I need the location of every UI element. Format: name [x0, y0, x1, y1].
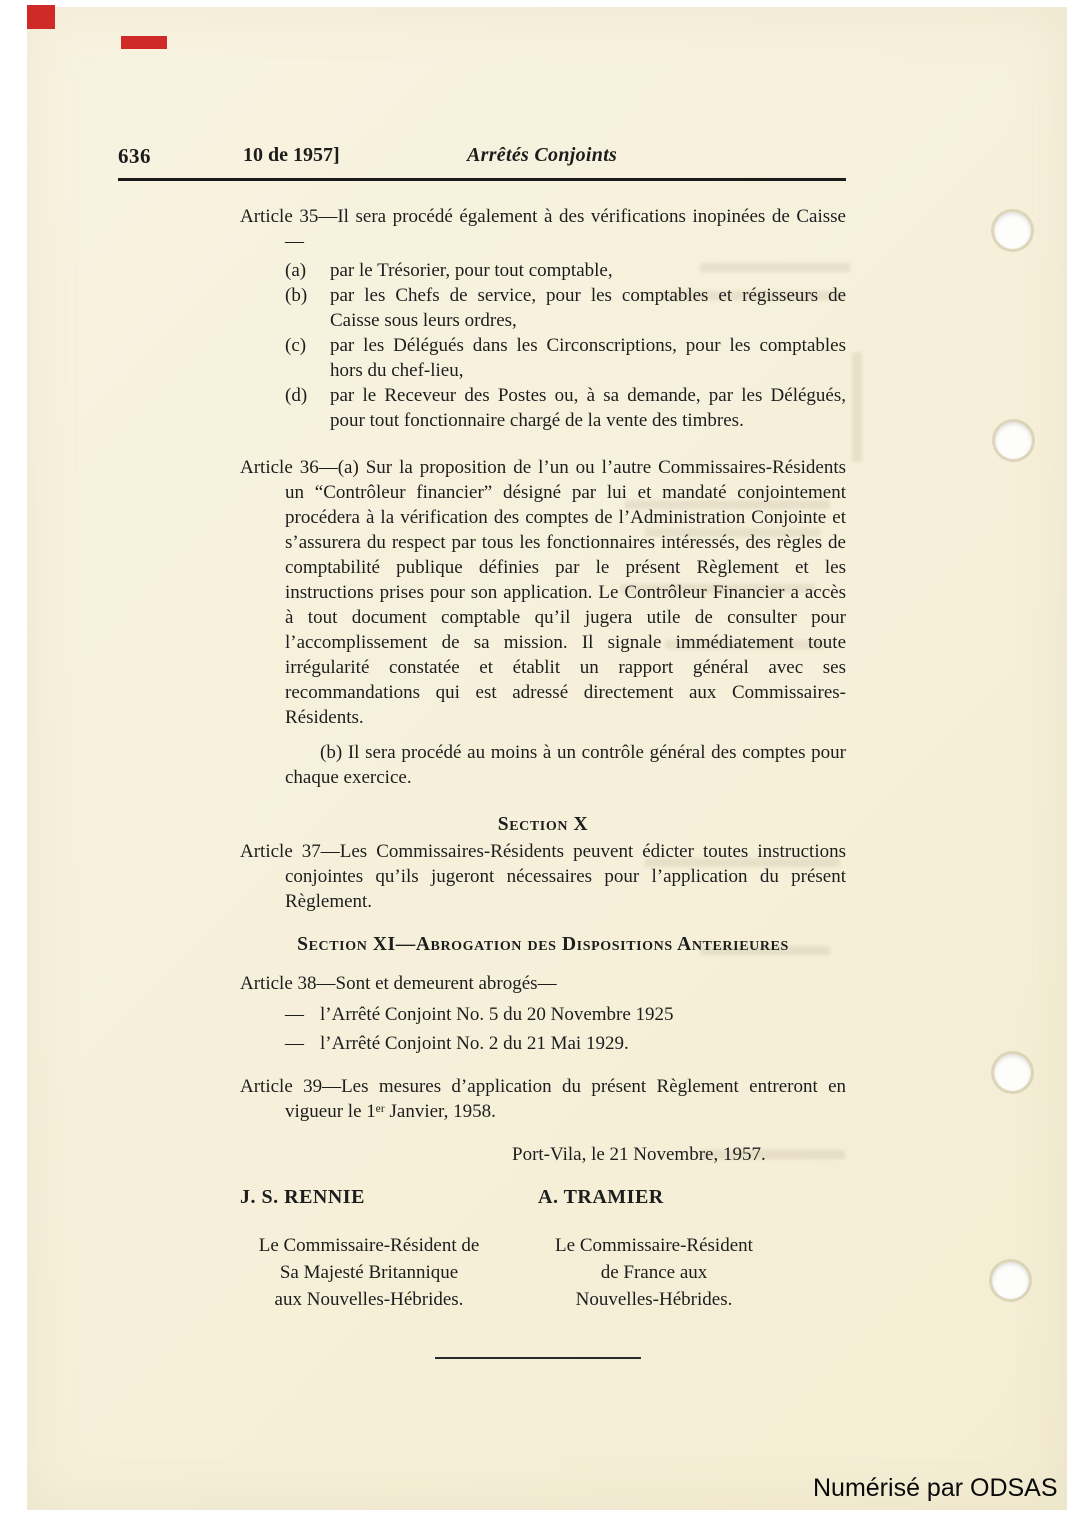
section-xi-heading: Section XI—Abrogation des Dispositions Anterieures [297, 934, 789, 955]
signatory-title-british [240, 1232, 498, 1313]
section-x-heading: Section X [497, 814, 589, 835]
list-item [240, 333, 846, 383]
list-item-label: (c) [285, 335, 307, 356]
title-line: Sa Majesté Britannique [279, 1262, 459, 1283]
signatory-name-british: J. S. RENNIE [240, 1186, 365, 1208]
header-rule [118, 178, 846, 181]
dash-icon: — [285, 1004, 304, 1025]
list-item-text: par les Chefs de service, pour les comptables et régisseurs de Caisse sous leurs ordres, [330, 285, 846, 331]
article-36-para-a: Article 36—(a) Sur la proposition de l’un ou l’autre Commissaires-Résidents un “Contrôleur financier” désigné par lui et mandaté conjointement procédera à la vérification des comptes de l’Administration Conjointe et s’assurera du respect par tous les fonctionnaires intéressés, des règles de comptabilité publique définies par le présent Règlement et les instructions prises pour son application. Le Contrôleur Financier a accès à tout document comptable qu’il jugera utile de consulter pour l’accomplissement de sa mission. Il signale immédiatement toute irrégularité constatée et établit un rapport général avec ses recommandations qui est adressé directement aux Commissaires-Résidents. [240, 457, 846, 728]
article-38-lead: Article 38—Sont et demeurent abrogés— [240, 973, 557, 994]
article-35-list [240, 258, 846, 433]
list-item-text: par les Délégués dans les Circonscriptions, pour les comptables hors du chef-lieu, [330, 335, 846, 381]
list-item-label: (d) [285, 385, 308, 406]
dateline: Port-Vila, le 21 Novembre, 1957. [512, 1144, 766, 1165]
signatory-name-french: A. TRAMIER [538, 1186, 664, 1208]
registration-mark [27, 5, 55, 29]
scan-watermark: Numérisé par ODSAS [813, 1474, 1058, 1502]
signatory-title-french [538, 1232, 770, 1313]
registration-mark [121, 36, 167, 49]
list-item-label: (b) [285, 285, 308, 306]
list-item-text: l’Arrêté Conjoint No. 2 du 21 Mai 1929. [320, 1033, 629, 1054]
punch-hole [994, 212, 1031, 249]
bleed-through-mark [852, 352, 862, 462]
list-item [240, 1031, 846, 1056]
list-item-label: (a) [285, 260, 307, 281]
document-body [240, 204, 846, 1359]
signature-titles [240, 1232, 846, 1313]
article-38-list [240, 1002, 846, 1056]
title-line: de France aux [600, 1262, 708, 1283]
title-line: Le Commissaire-Résident de [258, 1235, 480, 1256]
page-number: 636 [118, 144, 151, 168]
punch-hole [994, 1054, 1031, 1091]
article-39: Article 39—Les mesures d’application du présent Règlement entreront en vigueur le 1ᵉʳ Janvier, 1958. [240, 1076, 846, 1122]
list-item [240, 383, 846, 433]
list-item-text: par le Receveur des Postes ou, à sa demande, par les Délégués, pour tout fonctionnaire chargé de la vente des timbres. [330, 385, 846, 431]
title-line: Le Commissaire-Résident [555, 1235, 753, 1256]
end-rule [435, 1357, 641, 1359]
title-line: aux Nouvelles-Hébrides. [274, 1289, 464, 1310]
issue-reference: 10 de 1957] [243, 144, 340, 166]
title-line: Nouvelles-Hébrides. [575, 1289, 733, 1310]
list-item [240, 283, 846, 333]
list-item [240, 258, 846, 283]
punch-hole [992, 1262, 1029, 1299]
article-35-lead: Article 35—Il sera procédé également à des vérifications inopinées de Caisse— [240, 206, 846, 252]
article-36-para-b: (b) Il sera procédé au moins à un contrôle général des comptes pour chaque exercice. [285, 742, 846, 788]
dash-icon: — [285, 1033, 304, 1054]
list-item-text: l’Arrêté Conjoint No. 5 du 20 Novembre 1925 [320, 1004, 674, 1025]
list-item [240, 1002, 846, 1027]
punch-hole [995, 422, 1032, 459]
article-37: Article 37—Les Commissaires-Résidents peuvent édicter toutes instructions conjointes qu’ils jugeront nécessaires pour l’application du présent Règlement. [240, 841, 846, 912]
list-item-text: par le Trésorier, pour tout comptable, [330, 260, 613, 281]
document-title: Arrêtés Conjoints [467, 144, 618, 166]
signature-names [240, 1185, 846, 1210]
